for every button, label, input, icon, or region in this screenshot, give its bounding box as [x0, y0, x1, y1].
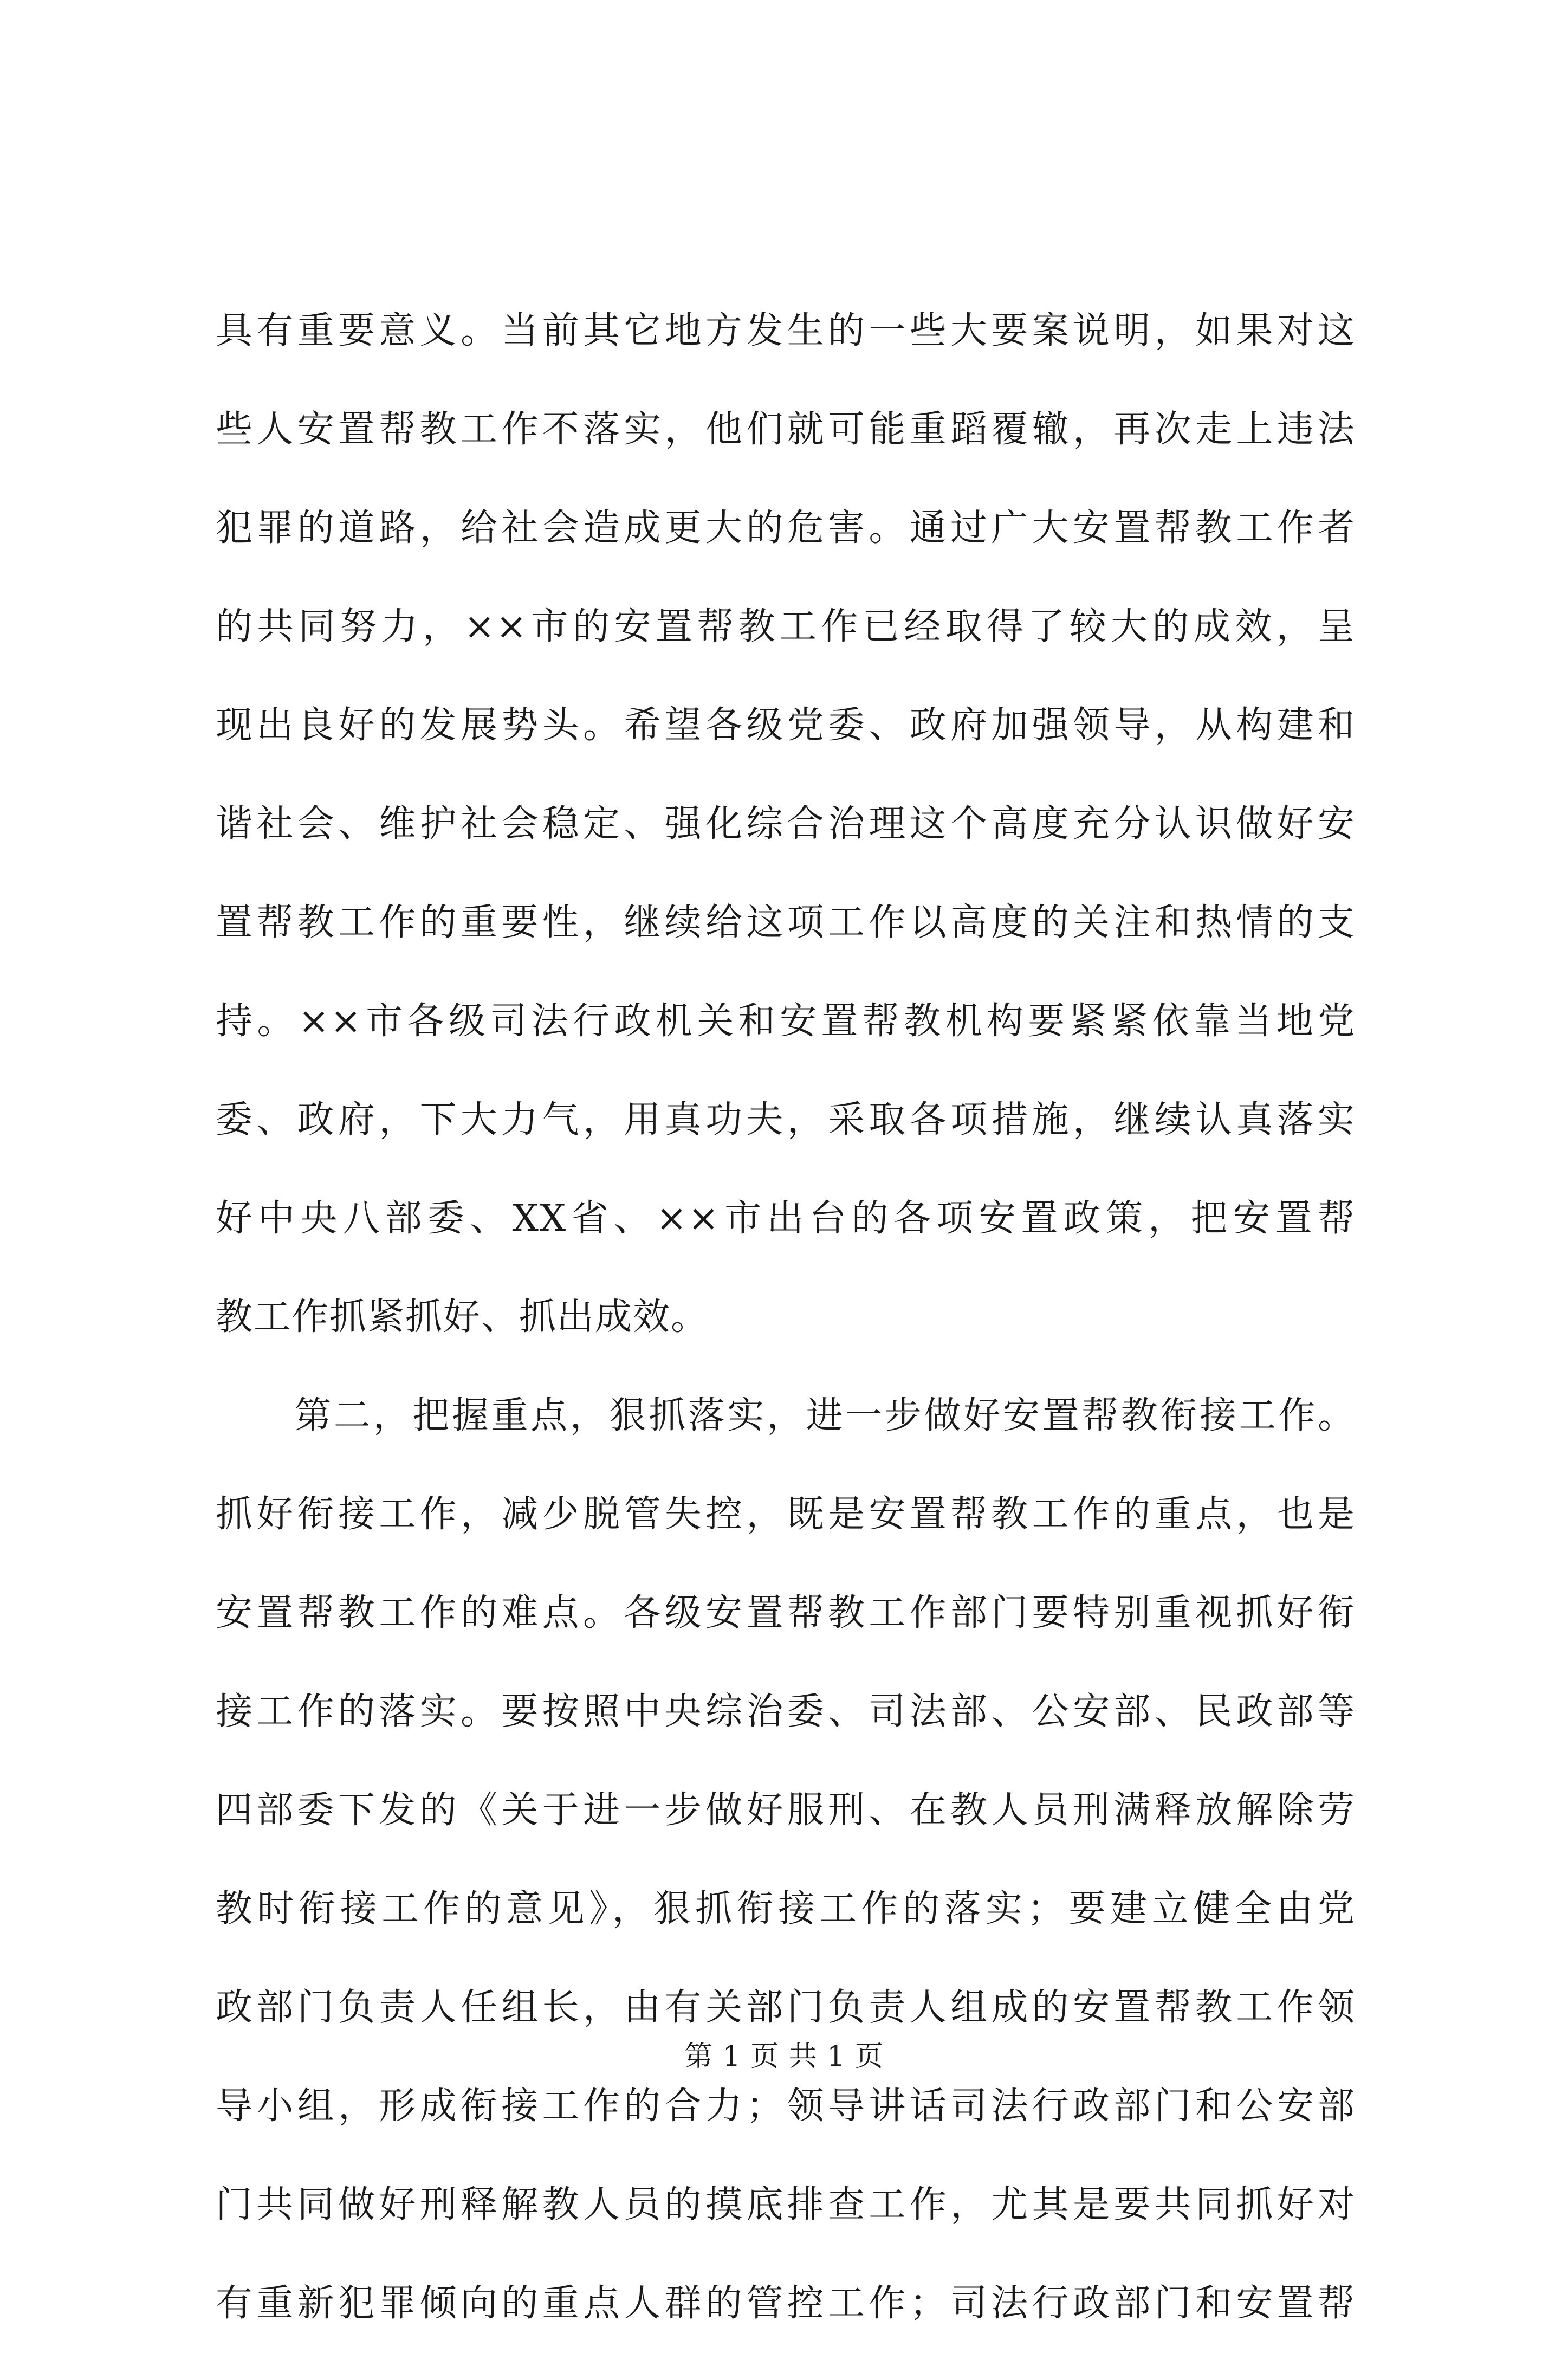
text-line: 门共同做好刑释解教人员的摸底排查工作，尤其是要共同抓好对	[216, 2183, 1356, 2226]
page-footer	[0, 2035, 1568, 2078]
text-line: 好中央八部委、XX省、××市出台的各项安置政策，把安置帮	[216, 1197, 1356, 1240]
text-line: 接工作的落实。要按照中央综治委、司法部、公安部、民政部等	[216, 1690, 1356, 1733]
text-line: 四部委下发的《关于进一步做好服刑、在教人员刑满释放解除劳	[216, 1789, 1356, 1832]
paragraph-start-line: 第二，把握重点，狠抓落实，进一步做好安置帮教衔接工作。	[216, 1394, 1356, 1437]
page-number-label: 第 1 页 共 1 页	[684, 2040, 884, 2073]
text-line: 持。××市各级司法行政机关和安置帮教机构要紧紧依靠当地党	[216, 1000, 1356, 1043]
text-line: 有重新犯罪倾向的重点人群的管控工作；司法行政部门和安置帮	[216, 2282, 1356, 2325]
text-line: 抓好衔接工作，减少脱管失控，既是安置帮教工作的重点，也是	[216, 1493, 1356, 1536]
text-line: 导小组，形成衔接工作的合力；领导讲话司法行政部门和公安部	[216, 2085, 1356, 2128]
text-line: 委、政府，下大力气，用真功夫，采取各项措施，继续认真落实	[216, 1098, 1356, 1141]
text-line: 具有重要意义。当前其它地方发生的一些大要案说明，如果对这	[216, 309, 1356, 352]
text-line: 些人安置帮教工作不落实，他们就可能重蹈覆辙，再次走上违法	[216, 408, 1356, 451]
text-line: 教时衔接工作的意见》，狠抓衔接工作的落实；要建立健全由党	[216, 1887, 1356, 1930]
paragraph-end-line: 教工作抓紧抓好、抓出成效。	[216, 1296, 709, 1339]
text-line: 现出良好的发展势头。希望各级党委、政府加强领导，从构建和	[216, 704, 1356, 747]
text-line: 安置帮教工作的难点。各级安置帮教工作部门要特别重视抓好衔	[216, 1592, 1356, 1634]
text-line: 犯罪的道路，给社会造成更大的危害。通过广大安置帮教工作者	[216, 507, 1356, 550]
text-line: 谐社会、维护社会稳定、强化综合治理这个高度充分认识做好安	[216, 803, 1356, 845]
text-line: 政部门负责人任组长，由有关部门负责人组成的安置帮教工作领	[216, 1986, 1356, 2029]
text-line: 的共同努力，××市的安置帮教工作已经取得了较大的成效，呈	[216, 605, 1356, 648]
text-line: 置帮教工作的重要性，继续给这项工作以高度的关注和热情的支	[216, 901, 1356, 944]
